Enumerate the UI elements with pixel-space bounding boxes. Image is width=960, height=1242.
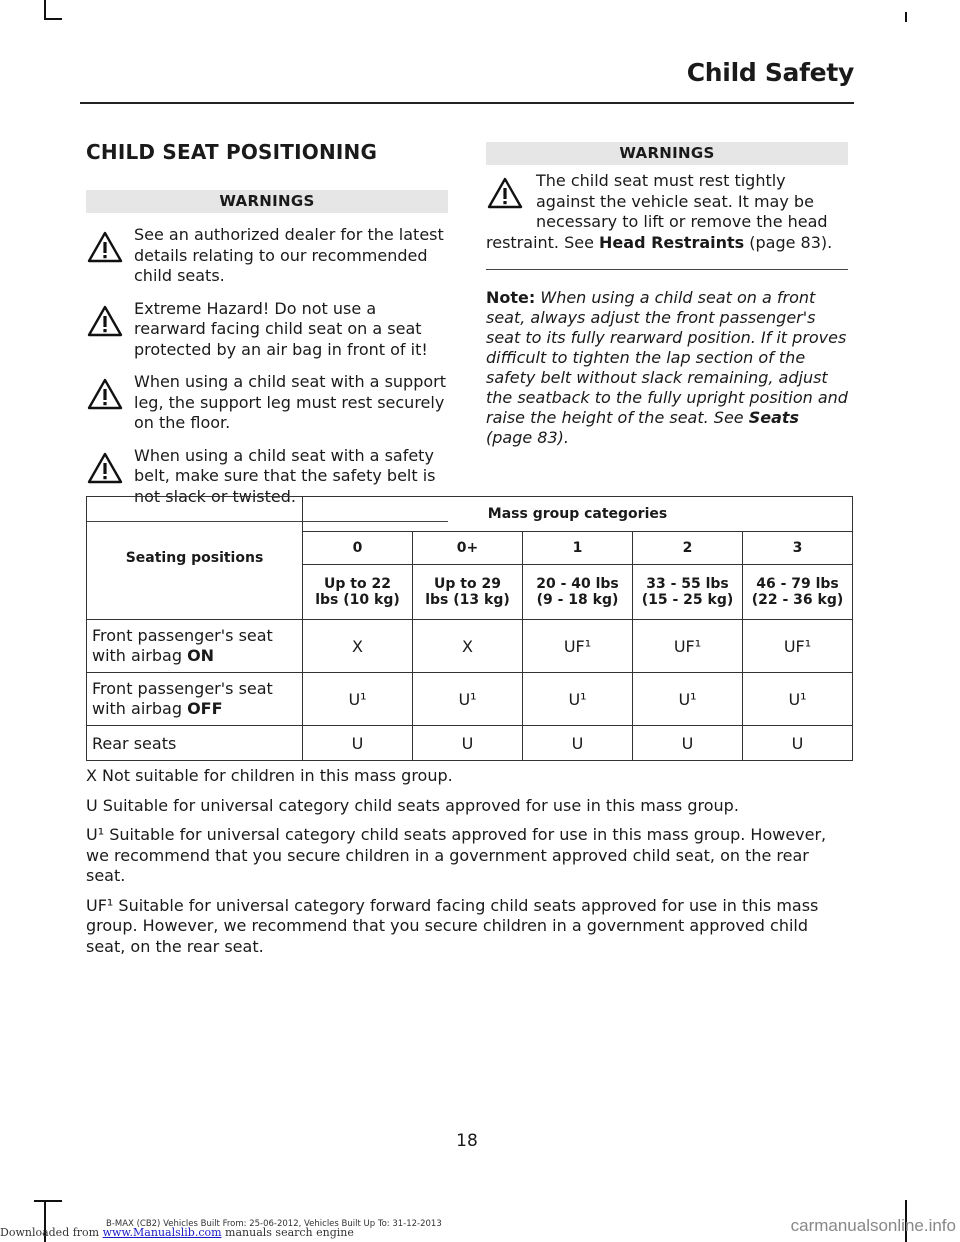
warnings-heading: WARNINGS (86, 190, 448, 213)
download-prefix: Downloaded from (0, 1226, 103, 1239)
weight-header (303, 565, 413, 620)
warnings-heading: WARNINGS (486, 142, 848, 165)
warning-triangle-icon (87, 305, 123, 337)
table-cell: U¹ (743, 673, 853, 726)
weight-header (523, 565, 633, 620)
row-label-line: Rear seats (92, 733, 177, 753)
table-cell: U¹ (303, 673, 413, 726)
table-cell: U¹ (633, 673, 743, 726)
note-suffix: (page 83). (486, 428, 569, 447)
crop-mark (34, 1200, 62, 1202)
group-header: 3 (743, 532, 853, 565)
table-cell: U¹ (523, 673, 633, 726)
note-text: When using a child seat on a front seat, always adjust the front passenger's seat to its fully rearward position. If it proves difficult to tighten the lap section of the safety belt without slack remaining, adjust the seatback to the fully upright position and raise the height of the seat. See (486, 288, 848, 427)
weight-line: 20 - 40 lbs (536, 576, 619, 592)
crop-mark (44, 18, 62, 20)
crop-mark (905, 12, 907, 22)
table-cell: U (303, 726, 413, 761)
download-note (0, 1226, 354, 1239)
weight-header (413, 565, 523, 620)
warning-line: The child seat must rest tightly (536, 171, 786, 190)
row-label (87, 620, 303, 673)
manualslib-link[interactable]: www.Manualslib.com (102, 1226, 222, 1239)
legend (86, 766, 852, 966)
row-label-bold: OFF (187, 699, 223, 718)
warning-triangle-icon (87, 231, 123, 263)
weight-line: (15 - 25 kg) (641, 592, 734, 608)
legend-item: UF¹ Suitable for universal category forward facing child seats approved for use in this mass group. However, we recommend that you secure children in a government approved child seat, on the rear seat. (86, 895, 819, 956)
weight-line: 46 - 79 lbs (756, 576, 839, 592)
table-cell: X (413, 620, 523, 673)
weight-line: (9 - 18 kg) (536, 592, 619, 608)
group-header: 0+ (413, 532, 523, 565)
weight-header (743, 565, 853, 620)
warning-line-suffix: (page 83). (744, 232, 833, 252)
row-label-line: with airbag (92, 646, 188, 665)
warning-line (486, 233, 848, 254)
warning-line-prefix: restraint. See (486, 232, 600, 252)
warning-line: against the vehicle seat. It may be (536, 191, 814, 211)
weight-line: lbs (10 kg) (315, 592, 400, 608)
warning-item (86, 225, 448, 287)
section-header: Child Safety (686, 58, 854, 87)
table-cell: UF¹ (523, 620, 633, 673)
warning-item (86, 299, 448, 361)
mass-group-table (86, 496, 853, 761)
warning-text: When using a child seat with a safety belt, make sure that the safety belt is not slack or twisted. (134, 445, 436, 506)
row-label-line: Front passenger's seat (92, 679, 273, 698)
row-label-bold: ON (187, 646, 215, 665)
mass-group-header: Mass group categories (303, 497, 853, 532)
weight-line: 33 - 55 lbs (646, 576, 729, 592)
right-column (486, 142, 848, 448)
seating-positions-header: Seating positions (87, 497, 303, 620)
table-cell: U (413, 726, 523, 761)
weight-line: (22 - 36 kg) (751, 592, 844, 608)
table-cell: U (743, 726, 853, 761)
warning-text: See an authorized dealer for the latest details relating to our recommended child seats. (134, 225, 444, 285)
warning-line: necessary to lift or remove the head (536, 212, 828, 231)
page-title: CHILD SEAT POSITIONING (86, 140, 378, 164)
table-row (87, 726, 853, 761)
warning-triangle-icon (87, 378, 123, 410)
seats-link[interactable]: Seats (748, 408, 800, 427)
group-header: 1 (523, 532, 633, 565)
table-cell: U (633, 726, 743, 761)
warning-triangle-icon (87, 452, 123, 484)
legend-item: U Suitable for universal category child seats approved for use in this mass group. (86, 795, 739, 815)
note-paragraph (486, 288, 848, 448)
download-suffix: manuals search engine (221, 1226, 354, 1239)
group-header: 0 (303, 532, 413, 565)
header-rule (80, 102, 854, 104)
warning-text: When using a child seat with a support leg, the support leg must rest securely on the floor. (134, 372, 446, 432)
watermark: carmanualsonline.info (790, 1216, 956, 1235)
warning-text: Extreme Hazard! Do not use a rearward facing child seat on a seat protected by an air bag in front of it! (134, 298, 428, 359)
table-cell: UF¹ (743, 620, 853, 673)
warning-item (486, 171, 848, 270)
footer-text: B-MAX (CB2) Vehicles Built From: 25-06-2012, Vehicles Built Up To: 31-12-2013 (106, 1219, 442, 1229)
weight-line: Up to 22 (324, 576, 391, 592)
table-row (87, 620, 853, 673)
legend-item: X Not suitable for children in this mass group. (86, 766, 453, 785)
warning-item (86, 372, 448, 434)
row-label (87, 726, 303, 761)
left-column (86, 140, 448, 522)
table-row (87, 673, 853, 726)
group-header: 2 (633, 532, 743, 565)
weight-header (633, 565, 743, 620)
table-cell: X (303, 620, 413, 673)
crop-mark (44, 0, 46, 20)
row-label (87, 673, 303, 726)
legend-item: U¹ Suitable for universal category child seats approved for use in this mass group. However, we recommend that you secure children in a government approved child seat, on the rear seat. (86, 825, 827, 885)
weight-line: Up to 29 (434, 576, 501, 592)
table-cell: U (523, 726, 633, 761)
page-number: 18 (456, 1131, 478, 1151)
head-restraints-link[interactable]: Head Restraints (599, 232, 745, 252)
weight-line: lbs (13 kg) (425, 592, 510, 608)
table-cell: U¹ (413, 673, 523, 726)
warning-triangle-icon (487, 177, 523, 209)
note-label: Note: (486, 288, 536, 307)
row-label-line: with airbag (92, 699, 188, 718)
row-label-line: Front passenger's seat (92, 626, 273, 645)
table-cell: UF¹ (633, 620, 743, 673)
